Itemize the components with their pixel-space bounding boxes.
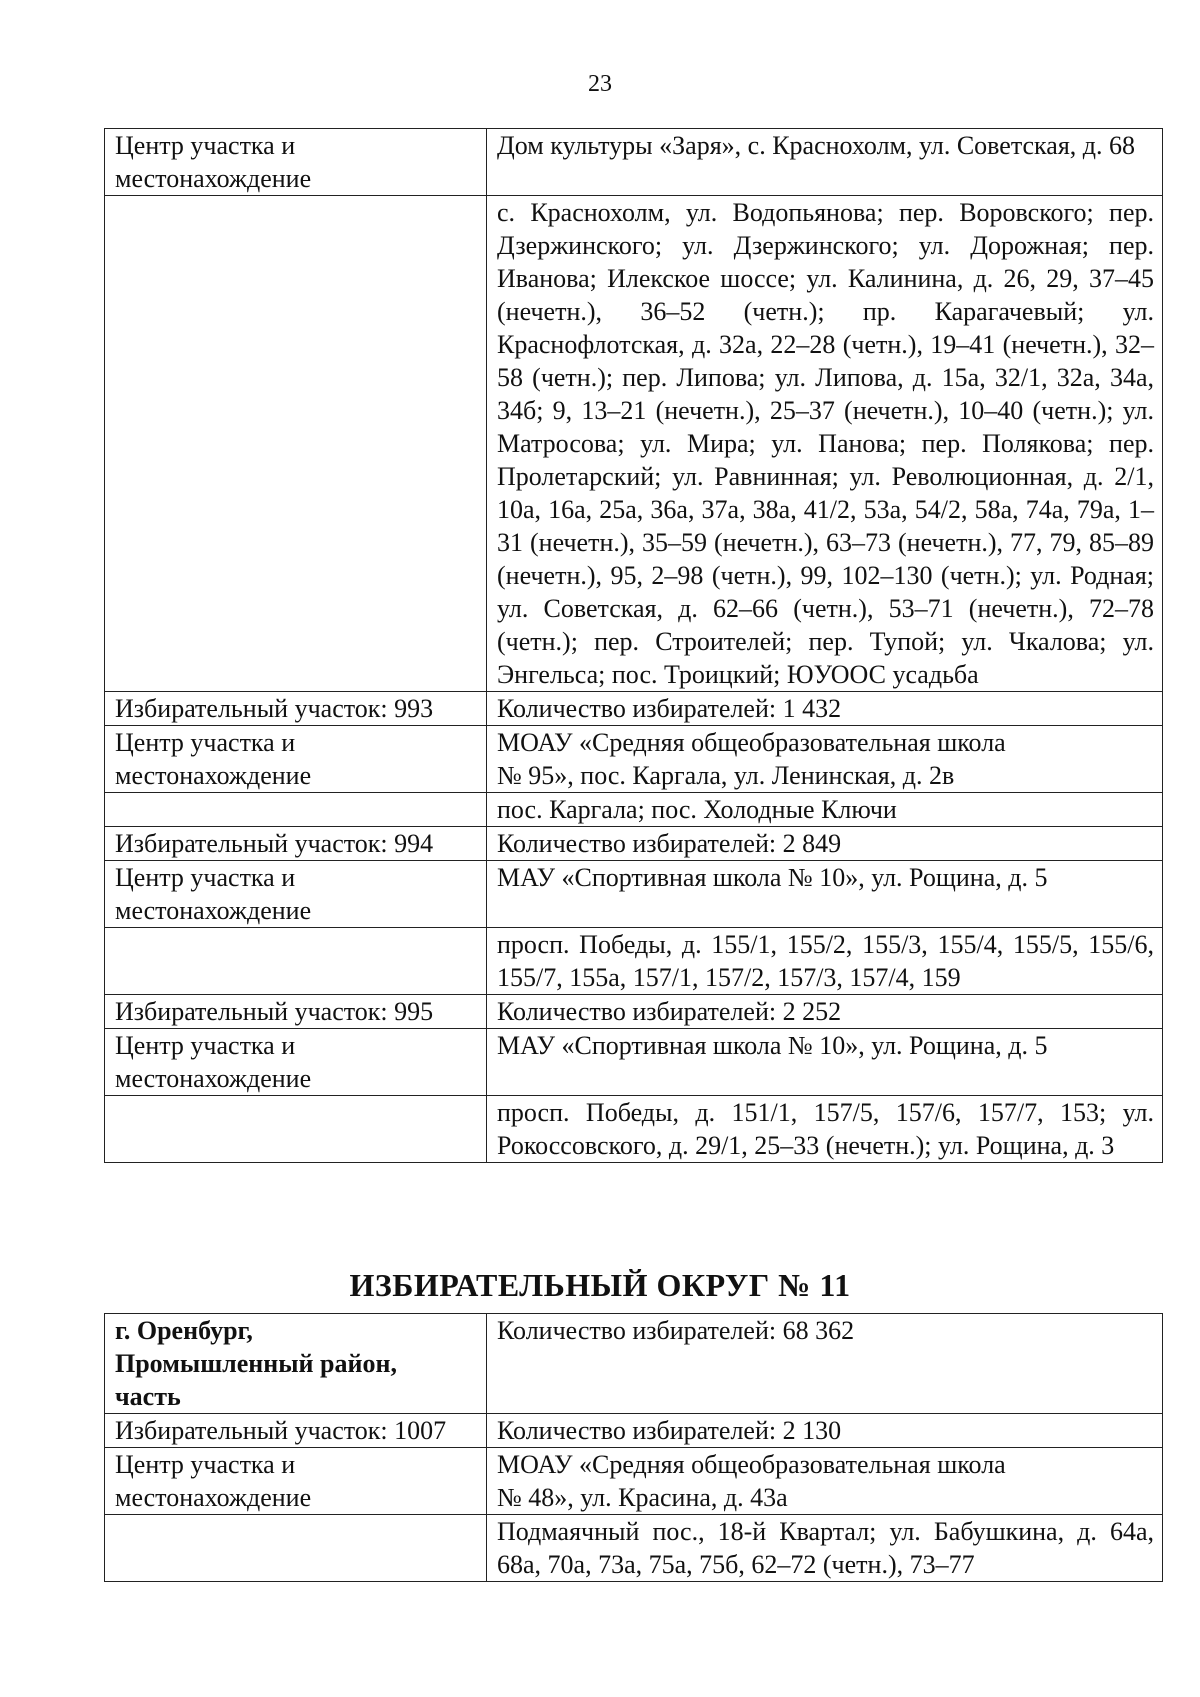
table-row bbox=[105, 1515, 1163, 1582]
table-row bbox=[105, 861, 1163, 928]
table-cell-label: Центр участка и местонахождение bbox=[105, 861, 487, 928]
address-list: просп. Победы, д. 155/1, 155/2, 155/3, 155/4, 155/5, 155/6, 155/7, 155а, 157/1, 157/2, 157/3, 157/4, 159 bbox=[487, 928, 1163, 995]
table-cell-value: Дом культуры «Заря», с. Краснохолм, ул. Советская, д. 68 bbox=[487, 129, 1163, 196]
text-line: № 95», пос. Каргала, ул. Ленинская, д. 2в bbox=[497, 761, 955, 790]
address-list: Подмаячный пос., 18-й Квартал; ул. Бабушкина, д. 64а, 68а, 70а, 73а, 75а, 75б, 62–72 (четн.), 73–77 bbox=[487, 1515, 1163, 1582]
address-list: пос. Каргала; пос. Холодные Ключи bbox=[487, 793, 1163, 827]
voter-count: Количество избирателей: 2 252 bbox=[487, 995, 1163, 1029]
address-list: просп. Победы, д. 151/1, 157/5, 157/6, 157/7, 153; ул. Рокоссовского, д. 29/1, 25–33 (нечетн.); ул. Рощина, д. 3 bbox=[487, 1096, 1163, 1163]
table-row bbox=[105, 793, 1163, 827]
table-cell-label: Центр участка и местонахождение bbox=[105, 129, 487, 196]
table-cell-label bbox=[105, 928, 487, 995]
table-row bbox=[105, 726, 1163, 793]
text-line: № 48», ул. Красина, д. 43а bbox=[497, 1483, 788, 1512]
table-row bbox=[105, 196, 1163, 692]
district-table bbox=[104, 1313, 1163, 1582]
text-line: часть bbox=[115, 1382, 181, 1411]
table-cell-label bbox=[105, 793, 487, 827]
district-area-label bbox=[105, 1314, 487, 1414]
polling-station-number: Избирательный участок: 1007 bbox=[105, 1414, 487, 1448]
table-cell-label bbox=[105, 1515, 487, 1582]
polling-station-number: Избирательный участок: 993 bbox=[105, 692, 487, 726]
table-row bbox=[105, 995, 1163, 1029]
table-row bbox=[105, 827, 1163, 861]
table-row bbox=[105, 129, 1163, 196]
voter-count: Количество избирателей: 2 130 bbox=[487, 1414, 1163, 1448]
district-heading: ИЗБИРАТЕЛЬНЫЙ ОКРУГ № 11 bbox=[349, 1267, 851, 1303]
text-line: МОАУ «Средняя общеобразовательная школа bbox=[497, 728, 1006, 757]
table-cell-label bbox=[105, 196, 487, 692]
voter-count: Количество избирателей: 68 362 bbox=[487, 1314, 1163, 1414]
table-row bbox=[105, 1314, 1163, 1414]
table-cell-value: МАУ «Спортивная школа № 10», ул. Рощина, д. 5 bbox=[487, 1029, 1163, 1096]
table-row bbox=[105, 692, 1163, 726]
voter-count: Количество избирателей: 1 432 bbox=[487, 692, 1163, 726]
text-line: МОАУ «Средняя общеобразовательная школа bbox=[497, 1450, 1006, 1479]
polling-stations-table bbox=[104, 128, 1163, 1163]
table-cell-label: Центр участка и местонахождение bbox=[105, 1448, 487, 1515]
text-line: г. Оренбург, bbox=[115, 1316, 253, 1345]
table-row bbox=[105, 1414, 1163, 1448]
table-row bbox=[105, 1029, 1163, 1096]
table-cell-value bbox=[487, 726, 1163, 793]
table-row bbox=[105, 1448, 1163, 1515]
page-number: 23 bbox=[588, 71, 612, 97]
polling-station-number: Избирательный участок: 994 bbox=[105, 827, 487, 861]
table-cell-label bbox=[105, 1096, 487, 1163]
voter-count: Количество избирателей: 2 849 bbox=[487, 827, 1163, 861]
table-cell-value: МАУ «Спортивная школа № 10», ул. Рощина, д. 5 bbox=[487, 861, 1163, 928]
address-list: с. Краснохолм, ул. Водопьянова; пер. Воровского; пер. Дзержинского; ул. Дзержинского; ул. Дорожная; пер. Иванова; Илекское шоссе; ул. Калинина, д. 26, 29, 37–45 (нечетн.), 36–52 (четн.); пр. Карагачевый; ул. Краснофлотская, д. 32а, 22–28 (четн.), 19–41 (нечетн.), 32–58 (четн.); пер. Липова; ул. Липова, д. 15а, 32/1, 32а, 34а, 34б; 9, 13–21 (нечетн.), 25–37 (нечетн.), 10–40 (четн.); ул. Матросова; ул. Мира; ул. Панова; пер. Полякова; пер. Пролетарский; ул. Равнинная; ул. Революционная, д. 2/1, 10а, 16а, 25а, 36а, 37а, 38а, 41/2, 53а, 54/2, 58а, 74а, 79а, 1–31 (нечетн.), 35–59 (нечетн.), 63–73 (нечетн.), 77, 79, 85–89 (нечетн.), 95, 2–98 (четн.), 99, 102–130 (четн.); ул. Родная; ул. Советская, д. 62–66 (четн.), 53–71 (нечетн.), 72–78 (четн.); пер. Строителей; пер. Тупой; ул. Чкалова; ул. Энгельса; пос. Троицкий; ЮУООС усадьба bbox=[487, 196, 1163, 692]
text-line: Промышленный район, bbox=[115, 1349, 397, 1378]
table-row bbox=[105, 928, 1163, 995]
table-cell-value bbox=[487, 1448, 1163, 1515]
table-cell-label: Центр участка и местонахождение bbox=[105, 1029, 487, 1096]
table-row bbox=[105, 1096, 1163, 1163]
polling-station-number: Избирательный участок: 995 bbox=[105, 995, 487, 1029]
table-cell-label: Центр участка и местонахождение bbox=[105, 726, 487, 793]
